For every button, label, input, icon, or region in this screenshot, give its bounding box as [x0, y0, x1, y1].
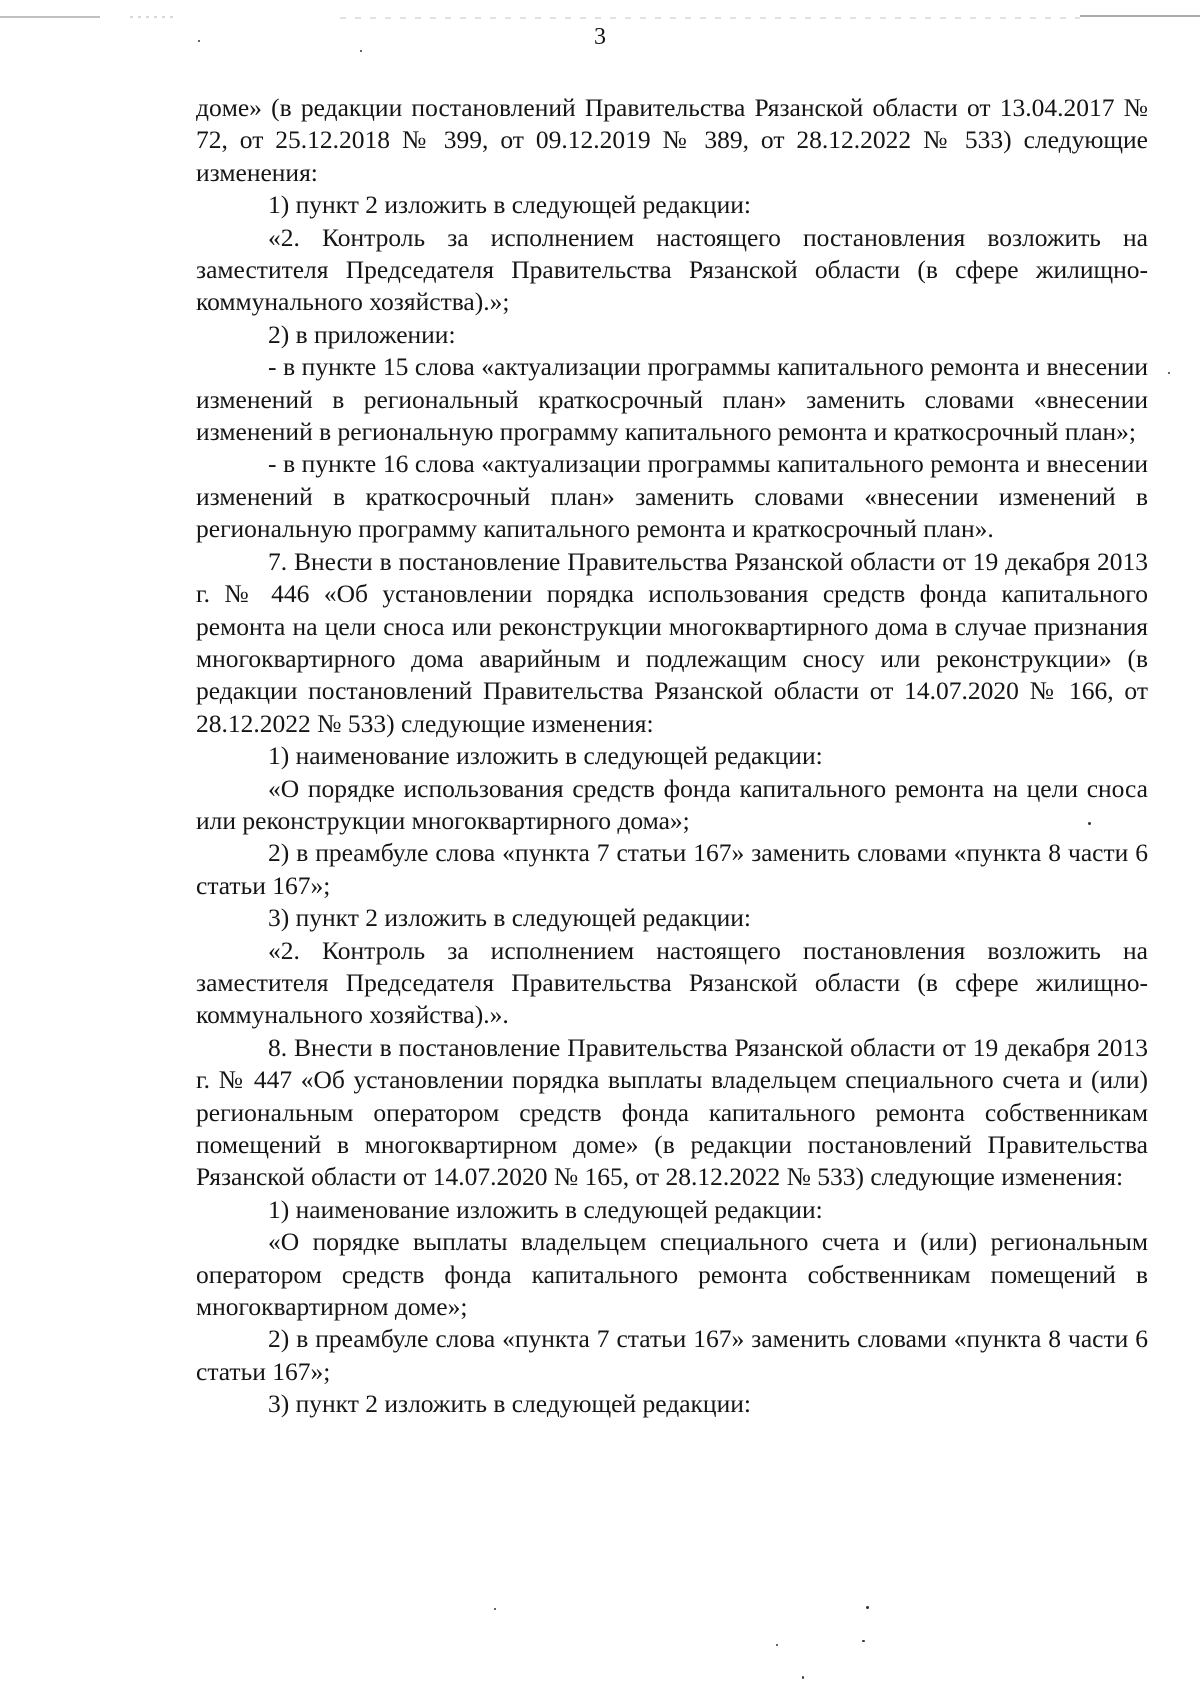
- scan-speck: [802, 1676, 804, 1679]
- scan-speck: [494, 1608, 496, 1610]
- scan-speck: [862, 1640, 865, 1642]
- paragraph: «2. Контроль за исполнением настоящего постановления возложить на заместителя Председателя Правительства Рязанской области (в сфере жилищно-коммунального хозяйства).»;: [196, 222, 1148, 317]
- paragraph: 2) в преамбуле слова «пункта 7 статьи 167» заменить словами «пункта 8 части 6 статьи 167»;: [196, 838, 1148, 900]
- page-number: 3: [594, 24, 606, 50]
- paragraph: 7. Внести в постановление Правительства Рязанской области от 19 декабря 2013 г. № 446 «Об установлении порядка использования средств фонда капитального ремонта на цели сноса или реконструкции многоквартирного дома в случае признания многоквартирного дома аварийным и подлежащим сносу или реконструкции» (в редакции постановлений Правительства Рязанской области от 14.07.2020 № 166, от 28.12.2022 № 533) следующие изменения:: [196, 546, 1148, 738]
- scan-speck: [198, 40, 200, 42]
- paragraph: - в пункте 16 слова «актуализации программы капитального ремонта и внесении изменений в краткосрочный план» заменить словами «внесении изменений в региональную программу капитального ремонта и краткосрочный план».: [196, 449, 1148, 544]
- scan-speck: [1168, 372, 1170, 374]
- paragraph: 2) в преамбуле слова «пункта 7 статьи 167» заменить словами «пункта 8 части 6 статьи 167»;: [196, 1324, 1148, 1386]
- paragraph: 1) пункт 2 изложить в следующей редакции:: [268, 190, 751, 220]
- document-body: [196, 92, 1148, 1421]
- scan-speck: [360, 50, 362, 52]
- paragraph: «О порядке выплаты владельцем специального счета и (или) региональным оператором средств фонда капитального ремонта собственникам помещений в многоквартирном доме»;: [196, 1227, 1148, 1322]
- paragraph: 3) пункт 2 изложить в следующей редакции:: [268, 1389, 751, 1419]
- paragraph: 1) наименование изложить в следующей редакции:: [268, 741, 823, 771]
- paragraph: 1) наименование изложить в следующей редакции:: [268, 1194, 823, 1224]
- scan-edge-artifact: [0, 14, 1200, 22]
- paragraph: дoме» (в редакции постановлений Правительства Рязанской области от 13.04.2017 № 72, от 25.12.2018 № 399, от 09.12.2019 № 389, от 28.12.2022 № 533) следующие изменения:: [196, 93, 1148, 187]
- paragraph: «2. Контроль за исполнением настоящего постановления возложить на заместителя Председателя Правительства Рязанской области (в сфере жилищно-коммунального хозяйства).».: [196, 935, 1148, 1030]
- scan-speck: [1088, 822, 1091, 825]
- scan-speck: [776, 1644, 778, 1646]
- paragraph: - в пункте 15 слова «актуализации программы капитального ремонта и внесении изменений в региональный краткосрочный план» заменить словами «внесении изменений в региональную программу капитального ремонта и краткосрочный план»;: [196, 352, 1148, 447]
- scan-speck: [866, 1606, 869, 1609]
- paragraph: 8. Внести в постановление Правительства Рязанской области от 19 декабря 2013 г. № 447 «Об установлении порядка выплаты владельцем специального счета и (или) региональным оператором средств фонда капитального ремонта собственникам помещений в многоквартирном доме» (в редакции постановлений Правительства Рязанской области от 14.07.2020 № 165, от 28.12.2022 № 533) следующие изменения:: [196, 1032, 1148, 1192]
- paragraph: 3) пункт 2 изложить в следующей редакции:: [268, 903, 751, 933]
- paragraph: «О порядке использования средств фонда капитального ремонта на цели сноса или реконструкции многоквартирного дома»;: [196, 773, 1148, 835]
- paragraph: 2) в приложении:: [268, 319, 456, 349]
